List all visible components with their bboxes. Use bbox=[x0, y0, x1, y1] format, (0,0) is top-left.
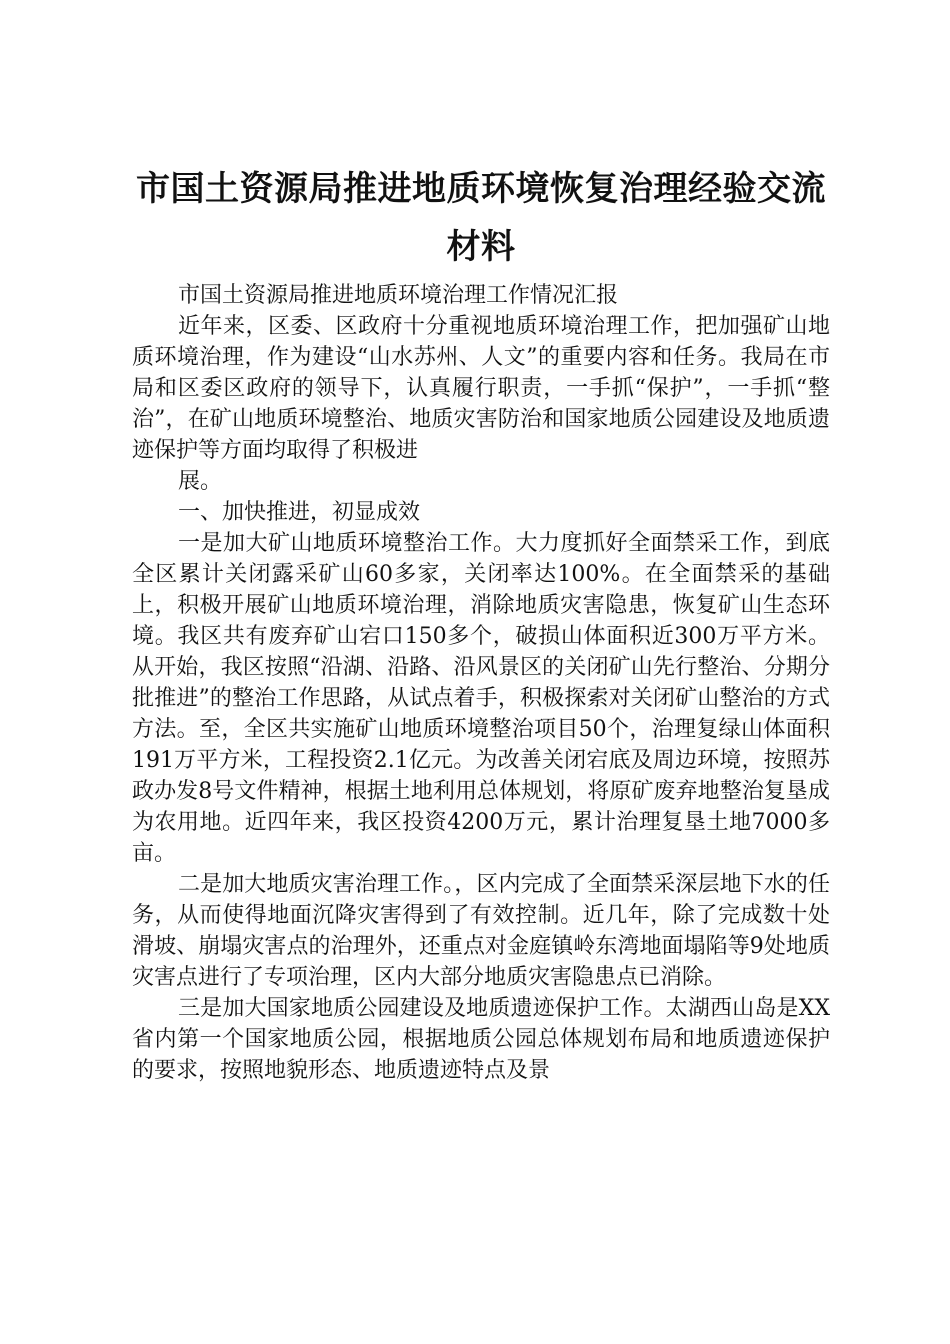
document-page bbox=[132, 160, 830, 1086]
document-title-line-2: 材料 bbox=[446, 227, 516, 267]
intro-paragraph: 近年来，区委、区政府十分重视地质环境治理工作，把加强矿山地质环境治理，作为建设“山水苏州、人文”的重要内容和任务。我局在市局和区委区政府的领导下，认真履行职责，一手抓“保护”，一手抓“整治”，在矿山地质环境整治、地质灾害防治和国家地质公园建设及地质遗迹保护等方面均取得了积极进 bbox=[132, 314, 830, 463]
paragraph-mine-remediation: 一是加大矿山地质环境整治工作。大力度抓好全面禁采工作，到底全区累计关闭露采矿山60多家，关闭率达100%。在全面禁采的基础上，积极开展矿山地质环境治理，消除地质灾害隐患，恢复矿山生态环境。我区共有废弃矿山宕口150多个，破损山体面积近300万平方米。从开始，我区按照“沿湖、沿路、沿风景区的关闭矿山先行整治、分期分批推进”的整治工作思路，从试点着手，积极探索对关闭矿山整治的方式方法。至，全区共实施矿山地质环境整治项目50个，治理复绿山体面积191万平方米，工程投资2.1亿元。为改善关闭宕底及周边环境，按照苏政办发8号文件精神，根据土地利用总体规划，将原矿废弃地整治复垦成为农用地。近四年来，我区投资4200万元，累计治理复垦土地7000多亩。 bbox=[132, 531, 830, 866]
paragraph-geohazard-control: 二是加大地质灾害治理工作。，区内完成了全面禁采深层地下水的任务，从而使得地面沉降灾害得到了有效控制。近几年，除了完成数十处滑坡、崩塌灾害点的治理外，还重点对金庭镇岭东湾地面塌陷等9处地质灾害点进行了专项治理，区内大部分地质灾害隐患点已消除。 bbox=[132, 872, 830, 990]
document-title bbox=[132, 160, 830, 276]
document-body bbox=[132, 280, 830, 1086]
intro-paragraph-continuation: 展。 bbox=[178, 469, 223, 494]
section-heading-1: 一、加快推进，初显成效 bbox=[178, 500, 421, 525]
document-title-line-1: 市国土资源局推进地质环境恢复治理经验交流 bbox=[136, 169, 826, 209]
report-subtitle: 市国土资源局推进地质环境治理工作情况汇报 bbox=[178, 283, 619, 308]
paragraph-geopark-protection: 三是加大国家地质公园建设及地质遗迹保护工作。太湖西山岛是XX省内第一个国家地质公园，根据地质公园总体规划布局和地质遗迹保护的要求，按照地貌形态、地质遗迹特点及景 bbox=[132, 996, 830, 1083]
